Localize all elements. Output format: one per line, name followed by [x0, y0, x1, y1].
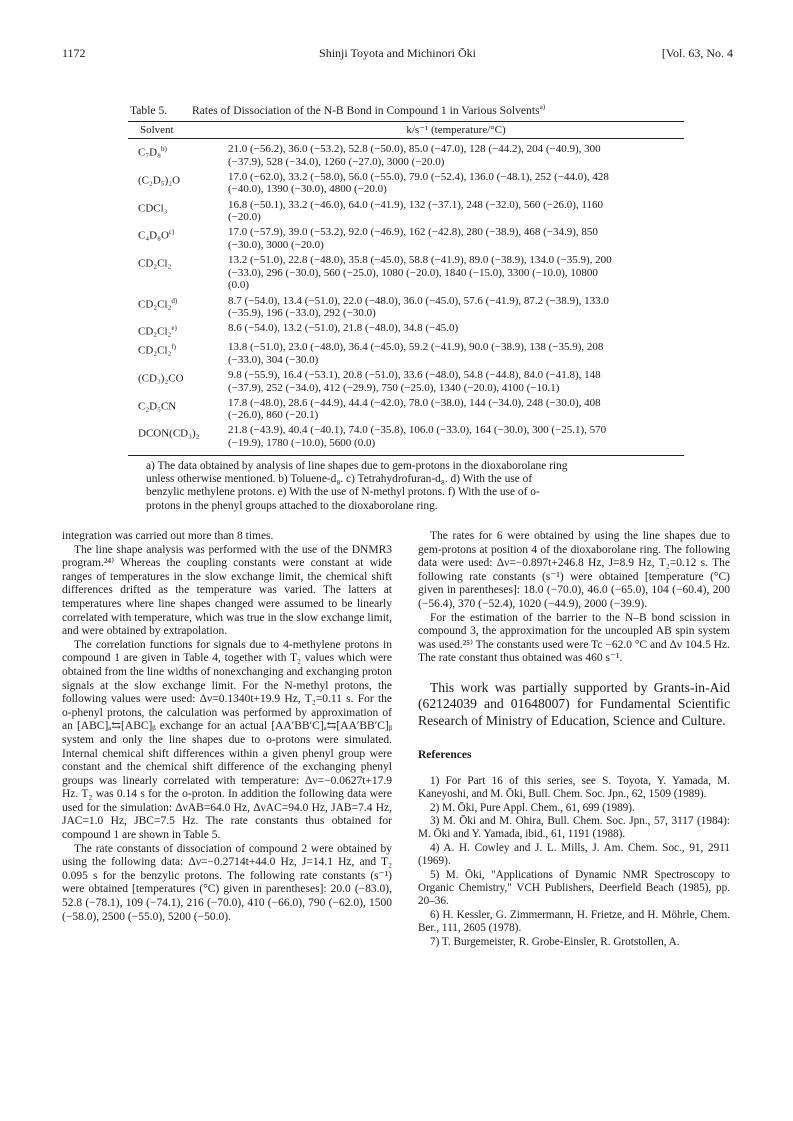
- reference-list: [418, 775, 730, 949]
- table-row: [128, 171, 684, 196]
- table-row: [128, 199, 684, 224]
- solvent-name: CD₂Cl₂: [138, 344, 172, 357]
- rate-cell: [228, 254, 684, 292]
- reference-item: 6) H. Kessler, G. Zimmermann, H. Frietze, and H. Möhrle, Chem. Ber., 111, 2605 (1978).: [418, 908, 730, 935]
- rate-cell: [228, 341, 684, 366]
- rate-line: 16.8 (−50.1), 33.2 (−46.0), 64.0 (−41.9), 132 (−37.1), 248 (−32.0), 560 (−26.0), 1160: [228, 198, 604, 211]
- volume-info: [Vol. 63, No. 4: [661, 46, 733, 60]
- solvent-name: C₇D₈: [138, 146, 161, 159]
- rate-cell: [228, 295, 684, 320]
- left-column: [62, 530, 392, 924]
- reference-item: 2) M. Ōki, Pure Appl. Chem., 61, 699 (1989).: [430, 801, 635, 814]
- rate-cell: [228, 424, 684, 449]
- solvent-cell: [128, 295, 228, 320]
- solvent-cell: [128, 199, 228, 224]
- table-body: [128, 143, 684, 455]
- body-paragraph: The rates for 6 were obtained by using the line shapes due to gem-protons at position 4 of the dioxaborolane ring. The following data were used: Δν=−0.897t+246.8 Hz, J=8.9 Hz, T₂=0.12 s. The following rate constants (s⁻¹) were obtained [temperature (°C) given in parentheses]: 18.0 (−70.0), 46.0 (−65.0), 104 (−60.4), 200 (−56.4), 370 (−52.4), 1020 (−44.9), 2000 (−39.9).: [418, 530, 730, 610]
- table-label: Table 5.: [130, 103, 168, 117]
- body-paragraph: The correlation functions for signals due to 4-methylene protons in compound 1 are given in Table 4, together with T₂ values which were obtained from the line widths of nonexchanging and exchanging proton signals at the slow exchange limit. For the N-methyl protons, the following values were used: Δν=0.1340t+19.9 Hz, T₂=0.11 s. For the o-phenyl protons, the calculation was performed by approximation of an [ABC]ₐ⇆[ABC]ᵦ exchange for an actual [AA′BB′C]ₐ⇆[AA′BB′C]ᵦ system and only the line shapes due to o-protons were simulated. Internal chemical shift differences within a given phenyl group were constant and the chemical shift difference of the exchanging phenyl groups was linearly correlated with temperature: Δν=−0.0627t+17.9 Hz. T₂ was 0.14 s for the o-proton. In addition the following data were used for the simulation: ΔνAB=64.0 Hz, ΔνAC=94.0 Hz, JAB=7.4 Hz, JAC=1.0 Hz, JBC=7.5 Hz. The rate constants thus obtained for compound 1 are shown in Table 5.: [62, 638, 392, 842]
- rate-line: (−20.0): [228, 211, 261, 224]
- rate-line: 21.0 (−56.2), 36.0 (−53.2), 52.8 (−50.0), 85.0 (−47.0), 128 (−44.2), 204 (−40.9), 300: [228, 143, 601, 155]
- footnote-line: a) The data obtained by analysis of line shapes due to gem-protons in the dioxaborolane ring: [146, 459, 568, 472]
- rate-column-header: k/s⁻¹ (temperature/°C): [406, 124, 506, 136]
- references-heading: References: [418, 749, 472, 762]
- reference-item: 3) M. Ōki and M. Ohira, Bull. Chem. Soc. Jpn., 57, 3117 (1984): M. Ōki and Y. Yamada, ibid., 61, 1191 (1988).: [418, 814, 730, 841]
- solvent-cell: [128, 397, 228, 422]
- rate-line: 17.0 (−57.9), 39.0 (−53.2), 92.0 (−46.9), 162 (−42.8), 280 (−38.9), 468 (−34.9), 850: [228, 226, 598, 239]
- table-row: [128, 254, 684, 292]
- solvent-cell: [128, 424, 228, 449]
- footnote-line: unless otherwise mentioned. b) Toluene-d₈. c) Tetrahydrofuran-d₈. d) With the use of: [146, 473, 533, 486]
- rate-line: (−40.0), 1390 (−30.0), 4800 (−20.0): [228, 183, 387, 196]
- rate-line: (−33.0), 296 (−30.0), 560 (−25.0), 1080 (−20.0), 1840 (−15.0), 3300 (−10.0), 10800: [228, 266, 598, 279]
- rate-line: (0.0): [228, 279, 250, 292]
- rate-line: (−33.0), 304 (−30.0): [228, 353, 319, 366]
- table-title: Rates of Dissociation of the N-B Bond in Compound 1 in Various Solvents: [192, 103, 540, 117]
- table-footnotes: [128, 456, 684, 514]
- rate-cell: [228, 171, 684, 196]
- solvent-name: DCON(CD₃)₂: [138, 428, 200, 441]
- solvent-cell: [128, 341, 228, 366]
- reference-item: 7) T. Burgemeister, R. Grobe-Einsler, R. Grotstollen, A.: [430, 935, 680, 948]
- solvent-name: (C₂D₅)₂O: [138, 174, 181, 187]
- running-header: [62, 46, 733, 62]
- rate-line: (−19.9), 1780 (−10.0), 5600 (0.0): [228, 437, 376, 450]
- body-paragraph: For the estimation of the barrier to the N–B bond scission in compound 3, the approximation for the uncoupled AB spin system was used.²⁵⁾ The constants used were Tc −62.0 °C and Δν 104.5 Hz. The rate constant thus obtained was 460 s⁻¹.: [418, 611, 730, 665]
- solvent-name: CD₂Cl₂: [138, 257, 172, 270]
- rate-cell: [228, 199, 684, 224]
- solvent-cell: [128, 254, 228, 292]
- solvent-name: CDCl₃: [138, 202, 168, 215]
- solvent-cell: [128, 322, 228, 338]
- rate-line: 8.7 (−54.0), 13.4 (−51.0), 22.0 (−48.0), 36.0 (−45.0), 57.6 (−41.9), 87.2 (−38.9), 133.0: [228, 294, 609, 307]
- solvent-footnote-mark: b): [160, 145, 167, 153]
- solvent-footnote-mark: d): [171, 296, 178, 305]
- rate-line: (−37.9), 528 (−34.0), 1260 (−27.0), 3000 (−20.0): [228, 155, 445, 168]
- body-paragraph: The line shape analysis was performed with the use of the DNMR3 program.²⁴⁾ Whereas the coupling constants were constant at wide ranges of temperatures in the slow exchange limit, the chemical shift differences drifted as the temperature was varied. The latters at temperatures where line shapes changed were assumed to be linearly correlated with temperature, which was true in the slow exchange limit, and were obtained by extrapolation.: [62, 543, 392, 638]
- solvent-name: C₂D₅CN: [138, 400, 177, 413]
- rate-cell: [228, 397, 684, 422]
- rate-line: (−30.0), 3000 (−20.0): [228, 238, 324, 251]
- solvent-cell: [128, 171, 228, 196]
- rate-cell: [228, 226, 684, 251]
- solvent-cell: [128, 369, 228, 394]
- solvent-cell: [128, 226, 228, 251]
- table-row: [128, 397, 684, 422]
- table-caption: [130, 103, 670, 117]
- solvent-name: CD₂Cl₂: [138, 325, 172, 338]
- table-header: [128, 122, 684, 138]
- table-row: [128, 341, 684, 366]
- right-column: [418, 530, 730, 949]
- page-number: 1172: [62, 46, 86, 60]
- body-paragraph: integration was carried out more than 8 times.: [62, 530, 274, 542]
- rate-line: (−35.9), 196 (−33.0), 292 (−30.0): [228, 307, 376, 320]
- rate-line: 9.8 (−55.9), 16.4 (−53.1), 20.8 (−51.0), 33.6 (−48.0), 54.8 (−44.8), 84.0 (−41.8), 148: [228, 368, 601, 381]
- rate-line: 17.8 (−48.0), 28.6 (−44.9), 44.4 (−42.0), 78.0 (−38.0), 144 (−34.0), 248 (−30.0), 408: [228, 396, 601, 409]
- solvent-cell: [128, 143, 228, 168]
- acknowledgement: This work was partially supported by Grants-in-Aid (62124039 and 01648007) for Fundamental Scientific Research of Ministry of Education, Science and Culture.: [418, 679, 730, 728]
- rate-line: (−26.0), 860 (−20.1): [228, 409, 319, 422]
- table-row: [128, 424, 684, 449]
- running-authors: Shinji Toyota and Michinori Ōki: [319, 46, 476, 60]
- footnote-line: protons in the phenyl groups attached to the dioxaborolane ring.: [146, 499, 438, 512]
- body-paragraph: The rate constants of dissociation of compound 2 were obtained by using the following data: Δν=−0.2714t+44.0 Hz, J=14.1 Hz, and T₂ 0.095 s for the benzylic protons. The following rate constants (s⁻¹) were obtained [temperatures (°C) given in parentheses]: 20.0 (−83.0), 52.8 (−78.1), 109 (−74.1), 216 (−70.0), 410 (−66.0), 790 (−62.0), 1500 (−58.0), 2500 (−55.0), 5200 (−50.0).: [62, 842, 392, 923]
- rate-line: (−37.9), 252 (−34.0), 412 (−29.9), 750 (−25.0), 1340 (−20.0), 4100 (−10.1): [228, 381, 560, 394]
- solvent-name: C₄D₈O: [138, 230, 169, 242]
- table-row: [128, 295, 684, 320]
- solvent-name: (CD₃)₂CO: [138, 372, 184, 385]
- table-row: [128, 369, 684, 394]
- rate-cell: [228, 369, 684, 394]
- rate-line: 21.8 (−43.9), 40.4 (−40.1), 74.0 (−35.8), 106.0 (−33.0), 164 (−30.0), 300 (−25.1), 570: [228, 424, 607, 437]
- rate-line: 8.6 (−54.0), 13.2 (−51.0), 21.8 (−48.0), 34.8 (−45.0): [228, 322, 459, 335]
- solvent-footnote-mark: e): [171, 324, 177, 333]
- rate-line: 17.0 (−62.0), 33.2 (−58.0), 56.0 (−55.0), 79.0 (−52.4), 136.0 (−48.1), 252 (−44.0), 428: [228, 170, 609, 183]
- reference-item: 5) M. Ōki, "Applications of Dynamic NMR Spectroscopy to Organic Chemistry," VCH Publishers, Deerfield Beach (1985), pp. 20–36.: [418, 868, 730, 908]
- rate-cell: [228, 322, 684, 338]
- table-row: [128, 226, 684, 251]
- reference-item: 4) A. H. Cowley and J. L. Mills, J. Am. Chem. Soc., 91, 2911 (1969).: [418, 841, 730, 868]
- reference-item: 1) For Part 16 of this series, see S. Toyota, Y. Yamada, M. Kaneyoshi, and M. Ōki, Bull. Chem. Soc. Jpn., 62, 1509 (1989).: [418, 774, 730, 801]
- solvent-footnote-mark: f): [171, 343, 177, 352]
- solvent-name: CD₂Cl₂: [138, 298, 172, 311]
- rate-line: 13.8 (−51.0), 23.0 (−48.0), 36.4 (−45.0), 59.2 (−41.9), 90.0 (−38.9), 138 (−35.9), 208: [228, 341, 604, 354]
- rate-cell: [228, 143, 684, 168]
- table-row: [128, 322, 684, 338]
- rate-table: [128, 121, 684, 513]
- footnote-line: benzylic methylene protons. e) With the use of N-methyl protons. f) With the use of o-: [146, 486, 540, 499]
- solvent-footnote-mark: c): [168, 228, 175, 237]
- table-row: [128, 143, 684, 168]
- rate-line: 13.2 (−51.0), 22.8 (−48.0), 35.8 (−45.0), 58.8 (−41.9), 89.0 (−38.9), 134.0 (−35.9), 200: [228, 254, 612, 267]
- solvent-column-header: Solvent: [140, 124, 174, 136]
- table-title-footnote-mark: a): [539, 103, 546, 111]
